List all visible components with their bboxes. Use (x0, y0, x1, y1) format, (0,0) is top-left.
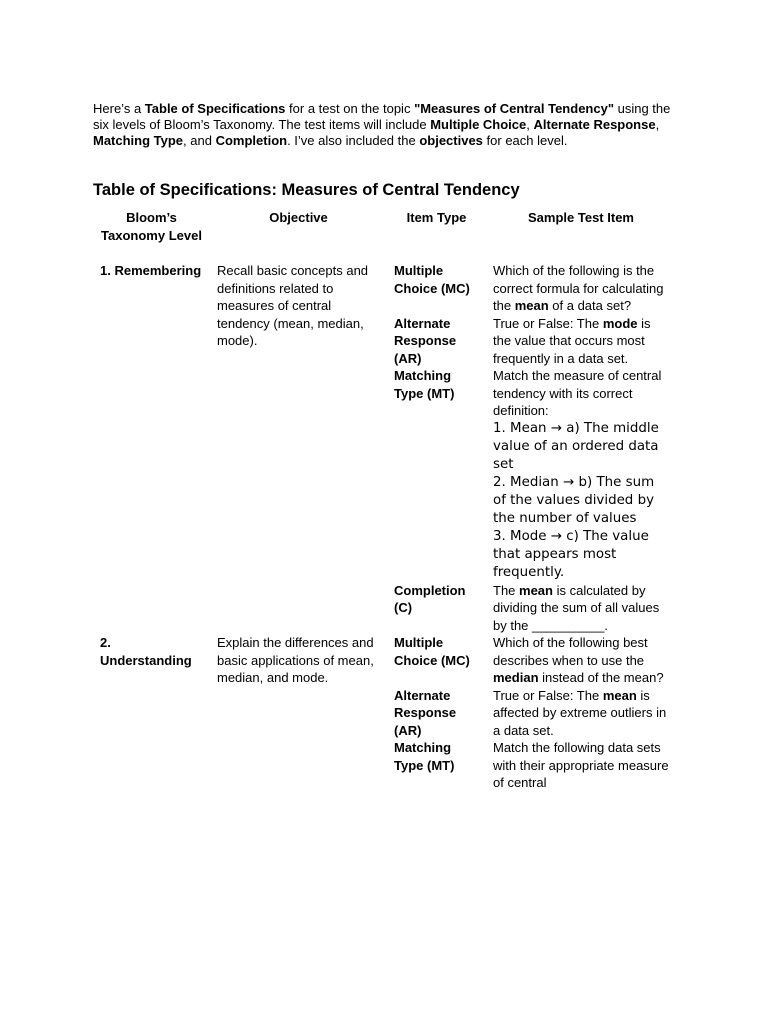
intro-bold: Multiple Choice (430, 117, 527, 132)
intro-paragraph (93, 101, 683, 149)
item-type-cell: Alternate Response (AR) (394, 315, 457, 366)
item-type-cell: Matching Type (MT) (394, 368, 455, 401)
item-type-cell: Multiple Choice (MC) (394, 635, 470, 668)
specifications-table (93, 204, 676, 792)
intro-text: using the six levels of Bloom’s Taxonomy. The test items will include (93, 101, 671, 132)
intro-bold: Alternate Response (533, 117, 656, 132)
item-type-cell: Completion (C) (394, 582, 466, 615)
sample-item-cell: Match the following data sets with their appropriate measure of central (493, 740, 669, 790)
matching-list-item: 1. Mean → a) The middle value of an ordered data set (493, 420, 659, 472)
header-sample-item: Sample Test Item (528, 210, 634, 225)
sample-item-cell: True or False: The mean is affected by extreme outliers in a data set. (493, 687, 667, 738)
intro-text: Here’s a (93, 101, 145, 116)
objective-cell: Explain the differences and basic applications of mean, median, and mode. (217, 635, 374, 685)
sample-item-cell: Which of the following is the correct formula for calculating the mean of a data set? (493, 263, 664, 313)
sample-item-cell: Which of the following best describes when to use the median instead of the mean? (493, 635, 664, 685)
header-blooms-level: Bloom’s Taxonomy Level (101, 210, 202, 243)
intro-bold: objectives (419, 133, 483, 148)
intro-text: for each level. (482, 133, 568, 148)
intro-text: . I’ve also included the (287, 133, 420, 148)
sample-item-cell: True or False: The mode is the value that occurs most frequently in a data set. (493, 315, 651, 366)
intro-text: , (655, 117, 660, 132)
sample-item-cell: The mean is calculated by dividing the sum of all values by the __________. (493, 582, 660, 633)
table-row (93, 634, 676, 687)
level-label: 2. Understanding (100, 635, 192, 668)
intro-bold: Table of Specifications (144, 101, 286, 116)
objective-cell: Recall basic concepts and definitions related to measures of central tendency (mean, median, mode). (217, 263, 369, 348)
intro-bold: Matching Type (93, 133, 184, 148)
header-item-type: Item Type (406, 210, 467, 225)
item-type-cell: Alternate Response (AR) (394, 687, 457, 738)
level-label: 1. Remembering (100, 263, 202, 278)
table-title: Table of Specifications: Measures of Central Tendency (93, 181, 520, 199)
intro-text: for a test on the topic (285, 101, 415, 116)
intro-text: , (526, 117, 534, 132)
matching-list-item: 2. Median → b) The sum of the values divided by the number of values (493, 474, 655, 526)
item-type-cell: Matching Type (MT) (394, 740, 455, 773)
matching-prompt: Match the measure of central tendency with its correct definition: (493, 368, 662, 418)
table-header-row (93, 204, 676, 262)
intro-bold: Completion (215, 133, 288, 148)
intro-bold: "Measures of Central Tendency" (414, 101, 614, 116)
table-row (93, 262, 676, 315)
item-type-cell: Multiple Choice (MC) (394, 263, 470, 296)
header-objective: Objective (269, 210, 328, 225)
intro-text: , and (183, 133, 216, 148)
sample-item-cell (486, 367, 676, 582)
matching-list-item: 3. Mode → c) The value that appears most frequently. (493, 528, 649, 580)
